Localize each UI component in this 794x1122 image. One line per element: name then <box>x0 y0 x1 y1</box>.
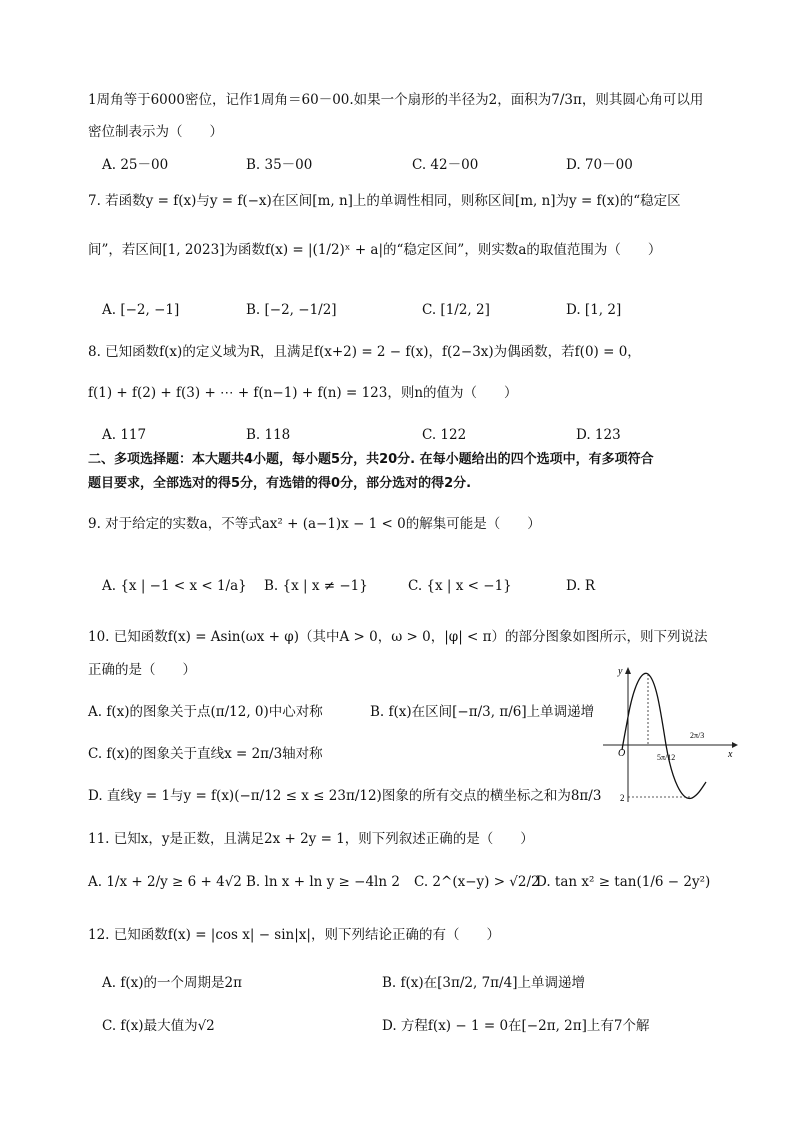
q7-option-d: D. [1, 2] <box>566 302 622 318</box>
q6-option-b: B. 35－00 <box>246 157 313 173</box>
q10-function-graph <box>598 662 738 802</box>
q10-option-b: B. f(x)在区间[−π/3, π/6]上单调递增 <box>370 704 595 720</box>
q10-stem-line1: 10. 已知函数f(x) = Asin(ωx + φ)（其中A > 0，ω > 0，|φ| < π）的部分图象如图所示，则下列说法 <box>88 629 708 645</box>
q12-stem: 12. 已知函数f(x) = |cos x| − sin|x|，则下列结论正确的有（ ） <box>88 927 500 943</box>
q12-option-c: C. f(x)最大值为√2 <box>102 1018 215 1034</box>
x-axis-arrow <box>732 742 738 748</box>
q7-option-b: B. [−2, −1/2] <box>246 302 337 318</box>
q6-option-d: D. 70－00 <box>566 157 633 173</box>
tick-2pi-3: 2π/3 <box>690 731 705 740</box>
q6-stem-line2: 密位制表示为（ ） <box>88 124 223 140</box>
q12-option-b: B. f(x)在[3π/2, 7π/4]上单调递增 <box>382 975 585 991</box>
ymin-label: 2 <box>620 793 625 802</box>
q8-stem-line1: 8. 已知函数f(x)的定义域为R，且满足f(x+2) = 2 − f(x)，f(2−3x)为偶函数，若f(0) = 0， <box>88 344 641 360</box>
q11-option-b: B. ln x + ln y ≥ −4ln 2 <box>246 874 400 890</box>
q8-stem-line2: f(1) + f(2) + f(3) + ⋯ + f(n−1) + f(n) = 123，则n的值为（ ） <box>88 385 518 401</box>
q11-stem: 11. 已知x，y是正数，且满足2x + 2y = 1，则下列叙述正确的是（ ） <box>88 831 534 847</box>
y-label: y <box>618 666 623 677</box>
section2-heading-line1: 二、多项选择题：本大题共4小题，每小题5分，共20分. 在每小题给出的四个选项中，有多项符合 <box>88 452 654 467</box>
q8-option-a: A. 117 <box>102 427 147 443</box>
q8-option-b: B. 118 <box>246 427 291 443</box>
q9-option-b: B. {x | x ≠ −1} <box>264 578 368 594</box>
q11-option-d: D. tan x² ≥ tan(1/6 − 2y²) <box>536 874 711 890</box>
q9-option-d: D. R <box>566 578 596 594</box>
q11-option-c: C. 2^(x−y) > √2/2 <box>414 874 540 890</box>
q9-option-c: C. {x | x < −1} <box>408 578 512 594</box>
q9-option-a: A. {x | −1 < x < 1/a} <box>102 578 247 594</box>
q6-option-a: A. 25－00 <box>102 157 169 173</box>
q8-option-d: D. 123 <box>576 427 621 443</box>
q6-stem-line1: 1周角等于6000密位，记作1周角＝60－00.如果一个扇形的半径为2，面积为7/3π，则其圆心角可以用 <box>88 92 704 108</box>
q10-option-d: D. 直线y = 1与y = f(x)(−π/12 ≤ x ≤ 23π/12)图象的所有交点的横坐标之和为8π/3 <box>88 788 602 804</box>
q7-stem-line1: 7. 若函数y = f(x)与y = f(−x)在区间[m, n]上的单调性相同，则称区间[m, n]为y = f(x)的“稳定区 <box>88 193 681 209</box>
q10-option-c: C. f(x)的图象关于直线x = 2π/3轴对称 <box>88 746 323 762</box>
q9-stem: 9. 对于给定的实数a，不等式ax² + (a−1)x − 1 < 0的解集可能是（ ） <box>88 516 541 532</box>
q10-stem-line2: 正确的是（ ） <box>88 662 196 678</box>
q11-option-a: A. 1/x + 2/y ≥ 6 + 4√2 <box>88 874 242 890</box>
q6-option-c: C. 42－00 <box>412 157 479 173</box>
x-label: x <box>728 749 733 760</box>
q12-option-a: A. f(x)的一个周期是2π <box>102 975 242 991</box>
section2-heading-line2: 题目要求，全部选对的得5分，有选错的得0分，部分选对的得2分. <box>88 476 472 491</box>
origin-label: O <box>618 748 626 759</box>
q7-stem-line2: 间”，若区间[1, 2023]为函数f(x) = |(1/2)ˣ + a|的“稳定区间”，则实数a的取值范围为（ ） <box>88 242 662 258</box>
q7-option-a: A. [−2, −1] <box>102 302 180 318</box>
q8-option-c: C. 122 <box>422 427 467 443</box>
y-axis-arrow <box>625 667 631 674</box>
q7-option-c: C. [1/2, 2] <box>422 302 490 318</box>
q10-option-a: A. f(x)的图象关于点(π/12, 0)中心对称 <box>88 704 323 720</box>
q12-option-d: D. 方程f(x) − 1 = 0在[−2π, 2π]上有7个解 <box>382 1018 650 1034</box>
tick-5pi-12: 5π/12 <box>657 753 676 762</box>
